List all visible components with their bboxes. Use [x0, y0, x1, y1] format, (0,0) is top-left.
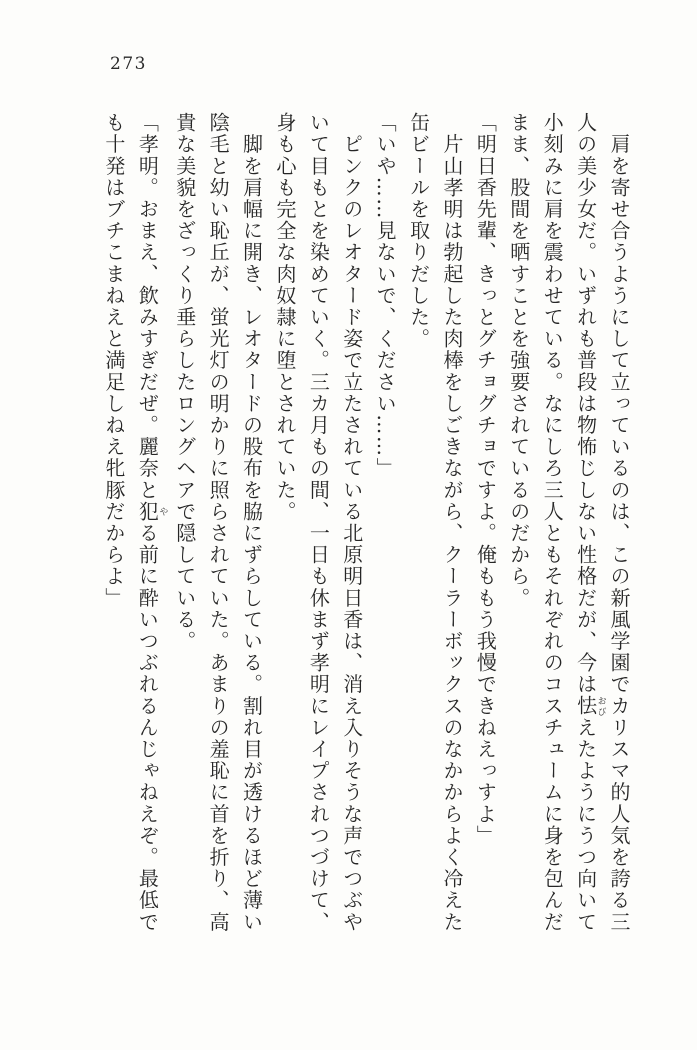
body-text: [97, 112, 636, 944]
paragraph: 脚を肩幅に開き、レオタードの股布を脇にずらしている。割れ目が透けるほど薄い陰毛と幼い恥丘が、蛍光灯の明かりに照らされていた。あまりの羞恥に首を折り、高貴な美貌をざっくり垂らしたロングヘアで隠している。: [172, 112, 264, 933]
ruby-annotated-char: 犯や: [135, 500, 168, 523]
paragraph: ピンクのレオタード姿で立たされている北原明日香は、消え入りそうな声でつぶやいて目もとを染めていく。三カ月もの間、一日も休まず孝明にレイプされつづけて、身も心も完全な肉奴隷に堕とされていた。: [272, 112, 364, 933]
paragraph: 「孝明。おまえ、飲みすぎだぜ。麗奈と犯やる前に酔いつぶれるんじゃねえぞ。最低でも十発はブチこまねえと満足しねえ牝豚だからよ」: [101, 112, 168, 933]
paragraph: 肩を寄せ合うようにして立っているのは、この新風学園でカリスマ的人気を誇る三人の美少女だ。いずれも普段は物怖じしない性格だが、今は怯おびえたようにうつ向いて小刻みに肩を震わせている。なにしろ三人ともそれぞれのコスチュームに身を包んだまま、股間を晒すことを強要されているのだから。: [506, 112, 631, 933]
paragraph: 片山孝明は勃起した肉棒をしごきながら、クーラーボックスのなかからよく冷えた缶ビールを取りだした。: [406, 112, 464, 933]
ruby-annotated-char: 怯おび: [573, 695, 606, 717]
page-number: 273: [110, 54, 147, 74]
paragraph: 「明日香先輩、きっとグチョグチョですよ。俺ももう我慢できねえっすよ」: [473, 112, 498, 847]
paragraph: 「いや……見ないで、ください……」: [373, 112, 398, 480]
